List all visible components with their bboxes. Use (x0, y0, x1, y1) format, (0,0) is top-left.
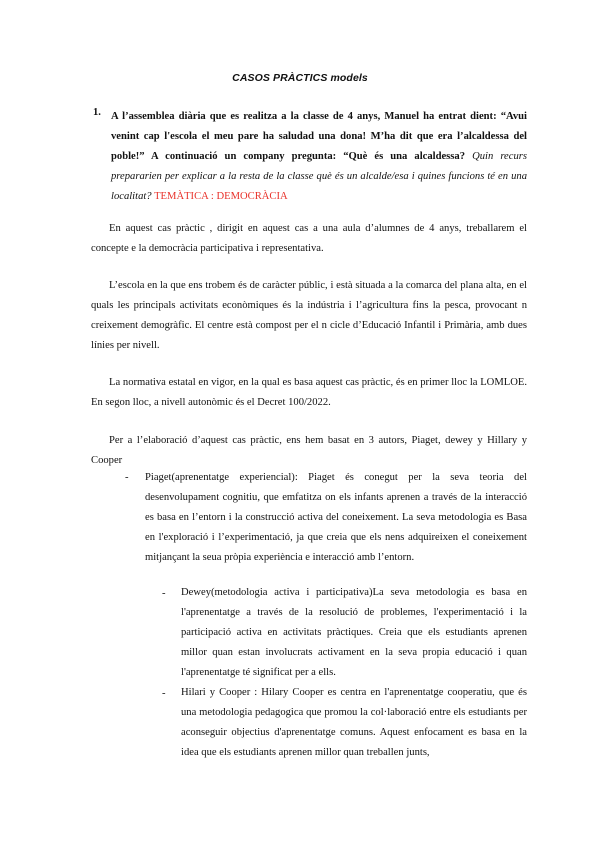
question-statement: A l’assemblea diària que es realitza a la classe de 4 anys, Manuel ha entrat dient: “Avui venint cap l'escola el meu pare ha saludad una dona! M’ha dit que era l’alcaldessa del poble!” A continuació un company pregunta: “Què és una alcaldessa? (111, 111, 527, 162)
theme-label: TEMÀTICA : DEMOCRÀCIA (154, 191, 288, 202)
paragraph-school-text: L’escola en la que ens trobem és de caràcter públic, i està situada a la comarca del plana alta, en el quals les principals activitats econòmiques és la indústria i l’agricultura fins la pesca, provocant n creixement demogràfic. El centre està compost per el n cicle d’Educació Infantil i Primària, amb dues línies per nivell. (91, 280, 527, 351)
paragraph-authors-text: Per a l’elaboració d’aquest cas pràctic, ens hem basat en 3 autors, Piaget, dewey y Hillary y Cooper (91, 435, 527, 466)
bullet-piaget: Piaget(aprenentatge experiencial): Piaget és conegut per la seva teoria del desenvolupament cognitiu, que emfatitza on els infants aprenen a través de la interacció es basa en l’entorn i la construcció activa del coneixement. La seva metodologia es Basa en l'exploració i l’experimentació, ja que creia que els nens adquireixen el coneixement mitjançant la seua pròpia experiència e interacció amb l’entorn. (145, 472, 527, 563)
paragraph-school (91, 276, 527, 356)
paragraph-intro-text: En aquest cas pràctic , dirigit en aquest cas a una aula d’alumnes de 4 anys, treballarem el concepte e la democràcia participativa i representativa. (91, 223, 527, 254)
paragraph-authors (91, 431, 527, 471)
question-block (111, 107, 527, 207)
bullet-marker: - (125, 472, 129, 483)
question-prompt: Quin recurs prepararien per explicar a la resta de la classe què és un alcalde/esa i quines funcions té en una localitat? (111, 151, 528, 202)
paragraph-intro (91, 219, 527, 259)
bullet-dewey: Dewey(metodologia activa i participativa)La seva metodologia es basa en l'aprenentatge a través de la resolució de problemes, l'experimentació i la participació activa en activitats pràctiques. Creia que els estudiants aprenen millor quan estan involucrats activament en la seva propia educació i quan l'aprenentatge té significat per a ells. (181, 587, 527, 678)
paragraph-legislation-text: La normativa estatal en vigor, en la qual es basa aquest cas pràctic, és en primer lloc la LOMLOE. En segon lloc, a nivell autonòmic és el Decret 100/2022. (91, 377, 527, 408)
document-title: CASOS PRÀCTICS models (232, 72, 368, 84)
question-number: 1. (93, 107, 101, 118)
paragraph-legislation (91, 373, 527, 413)
bullet-marker: - (162, 688, 166, 699)
bullet-marker: - (162, 588, 166, 599)
bullet-hilary: Hilari y Cooper : Hilary Cooper es centra en l'aprenentatge cooperatiu, que és una metodologia pedagogica que promou la col·laboració entre els estudiants per aconseguir objectius d'aprenentatge comuns. Aquest enfocament es basa en la idea que els estudiants aprenen millor quan treballen junts, (181, 687, 527, 758)
